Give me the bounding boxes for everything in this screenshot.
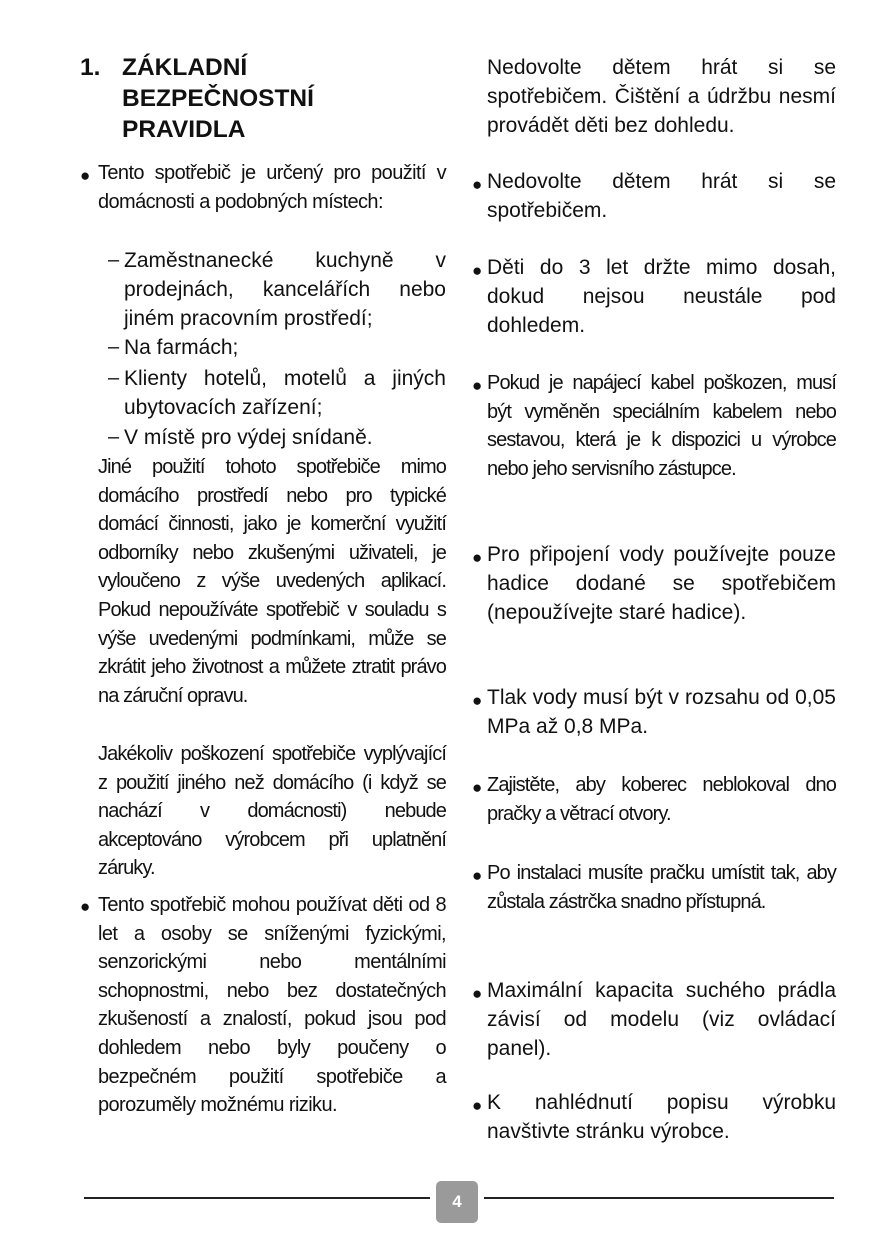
dash-icon: – <box>108 367 120 389</box>
list-item: Zaměstnanecké kuchyně v prodejnách, kancelářích nebo jiném pracovním prostředí; <box>124 249 446 330</box>
bullet-icon: ● <box>80 166 91 185</box>
list-item: V místě pro výdej snídaně. <box>124 426 373 449</box>
footer-rule-left <box>84 1197 430 1199</box>
paragraph-other-use: Jiné použití tohoto spotřebiče mimo domácího prostředí nebo pro typické domácí činnosti, jako je komerční využití odborníky nebo zkušenými uživateli, je vyloučeno z výše uvedených aplikací. Pokud nepoužíváte spotřebič v souladu s výše uvedenými podmínkami, může se zkrátit jeho životnost a můžete ztratit právo na záruční opravu. <box>98 456 446 707</box>
list-item: Na farmách; <box>124 336 239 359</box>
bullet-text-intended-use: Tento spotřebič je určený pro použití v domácnosti a podobných místech: <box>98 162 446 213</box>
page-number-badge: 4 <box>436 1181 478 1223</box>
bullet-icon: ● <box>472 778 483 797</box>
list-item: Pro připojení vody používejte pouze hadice dodané se spotřebičem (nepoužívejte staré hadice). <box>487 543 836 624</box>
paragraph-continued: Nedovolte dětem hrát si se spotřebičem. Čištění a údržbu nesmí provádět děti bez dohledu. <box>487 56 836 137</box>
list-item: Klienty hotelů, motelů a jiných ubytovacích zařízení; <box>124 367 446 419</box>
list-item: Děti do 3 let držte mimo dosah, dokud nejsou neustále pod dohledem. <box>487 256 836 337</box>
bullet-icon: ● <box>472 376 483 395</box>
dash-icon: – <box>108 336 120 358</box>
bullet-icon: ● <box>472 691 483 710</box>
section-title: ZÁKLADNÍ BEZPEČNOSTNÍ PRAVIDLA <box>122 54 314 143</box>
footer-rule-right <box>484 1197 834 1199</box>
bullet-icon: ● <box>472 866 483 885</box>
bullet-icon: ● <box>472 261 483 280</box>
list-item: Nedovolte dětem hrát si se spotřebičem. <box>487 170 836 222</box>
dash-icon: – <box>108 426 120 448</box>
bullet-icon: ● <box>472 1096 483 1115</box>
list-item: Zajistěte, aby koberec neblokoval dno pračky a větrací otvory. <box>487 774 836 825</box>
paragraph-warranty: Jakékoliv poškození spotřebiče vyplývající z použití jiného než domácího (i když se nachází v domácnosti) nebude akceptováno výrobcem při uplatnění záruky. <box>98 743 446 880</box>
bullet-icon: ● <box>80 897 91 916</box>
bullet-icon: ● <box>472 984 483 1003</box>
list-item: K nahlédnutí popisu výrobku navštivte stránku výrobce. <box>487 1091 836 1143</box>
bullet-icon: ● <box>472 548 483 567</box>
bullet-icon: ● <box>472 175 483 194</box>
list-item: Maximální kapacita suchého prádla závisí od modelu (viz ovládací panel). <box>487 979 836 1060</box>
dash-icon: – <box>108 249 120 271</box>
section-number: 1. <box>80 54 101 81</box>
list-item: Po instalaci musíte pračku umístit tak, aby zůstala zástrčka snadno přístupná. <box>487 862 836 913</box>
bullet-text-children-8: Tento spotřebič mohou používat děti od 8 let a osoby se sníženými fyzickými, senzorickými nebo mentálními schopnostmi, nebo bez dostatečných zkušeností a znalostí, pokud jsou pod dohledem nebo byly poučeny o bezpečném použití spotřebiče a porozuměly možnému riziku. <box>98 894 446 1117</box>
list-item: Pokud je napájecí kabel poškozen, musí být vyměněn speciálním kabelem nebo sestavou, která je k dispozici u výrobce nebo jeho servisního zástupce. <box>487 372 836 480</box>
list-item: Tlak vody musí být v rozsahu od 0,05 MPa až 0,8 MPa. <box>487 686 836 738</box>
